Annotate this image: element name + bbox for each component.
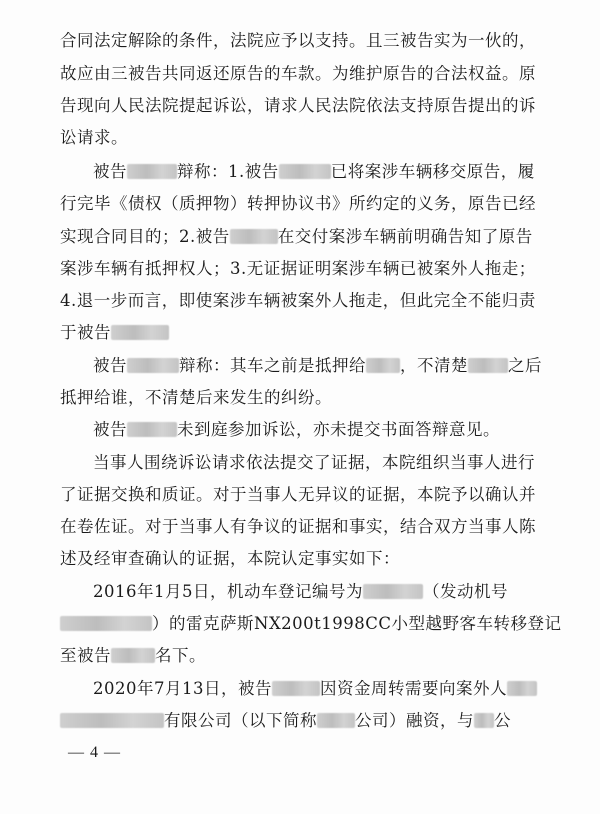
redaction-mark <box>474 713 494 728</box>
text-line: 告现向人民法院提起诉讼，请求人民法院依法支持原告提出的诉 <box>60 96 536 115</box>
redaction-mark <box>230 229 278 244</box>
text-line: 实现合同目的；2.被告 在交付案涉车辆前明确告知了原告 <box>60 227 533 246</box>
text-line: 至被告 名下。 <box>60 646 206 665</box>
redaction-mark <box>507 681 537 696</box>
text-line: 2016年1月5日，机动车登记编号为 （发动机号 <box>93 582 508 601</box>
text-line: 抵押给谁，不清楚后来发生的纠纷。 <box>60 388 332 407</box>
redaction-mark <box>366 358 400 373</box>
redaction-mark <box>272 681 320 696</box>
text-line: 行完毕《债权（质押物）转押协议书》所约定的义务，原告已经 <box>60 194 536 213</box>
redaction-mark <box>127 358 179 373</box>
text-line: 被告 辩称：1.被告 已将案涉车辆移交原告，履 <box>93 162 535 181</box>
redaction-mark <box>111 648 155 663</box>
redaction-mark <box>60 616 152 631</box>
text-line: 被告 未到庭参加诉讼，亦未提交书面答辩意见。 <box>93 420 500 439</box>
text-line: 合同法定解除的条件，法院应予以支持。且三被告实为一伙的， <box>60 31 536 50</box>
text-line: 讼请求。 <box>60 128 128 147</box>
redaction-mark <box>468 358 508 373</box>
redaction-mark <box>127 422 177 437</box>
page-number: — 4 — <box>68 744 121 761</box>
redaction-mark <box>127 164 177 179</box>
text-line: 4.退一步而言，即使案涉车辆被案外人拖走，但此完全不能归责 <box>60 291 536 310</box>
redaction-mark <box>60 713 164 728</box>
text-line: 故应由三被告共同返还原告的车款。为维护原告的合法权益。原 <box>60 64 536 83</box>
text-line: ）的雷克萨斯NX200t1998CC小型越野客车转移登记 <box>60 614 540 634</box>
text-line: 在卷佐证。对于当事人有争议的证据和事实，结合双方当事人陈 <box>60 517 536 536</box>
text-line: 2020年7月13日，被告 因资金周转需要向案外人 <box>93 679 573 699</box>
text-line: 了证据交换和质证。对于当事人无异议的证据，本院予以确认并 <box>60 485 536 504</box>
redaction-mark <box>363 584 423 599</box>
redaction-mark <box>279 164 331 179</box>
redaction-mark <box>111 325 169 340</box>
text-line: 述及经审查确认的证据，本院认定事实如下： <box>60 549 400 568</box>
redaction-mark <box>317 713 355 728</box>
text-line: 案涉车辆有抵押权人；3.无证据证明案涉车辆已被案外人拖走； <box>60 259 536 278</box>
text-line: 于被告 <box>60 323 540 343</box>
text-line: 当事人围绕诉讼请求依法提交了证据，本院组织当事人进行 <box>93 453 535 472</box>
text-line: 被告 辩称：其车之前是抵押给 ，不清楚 之后 <box>93 356 542 375</box>
text-line: 有限公司（以下简称 公司）融资，与 公 <box>60 711 540 731</box>
